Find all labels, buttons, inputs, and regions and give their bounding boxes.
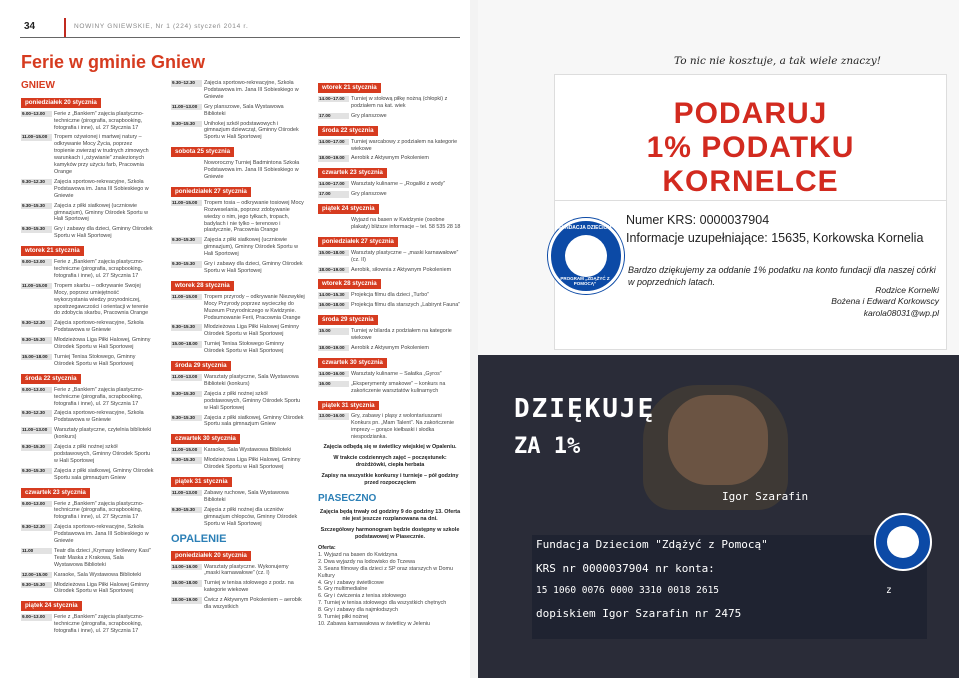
- ad-headline-line1: PODARUJ: [673, 97, 828, 130]
- event-description: Zajęcia z piłki siatkowej, Gminny Ośrodek Sportu sala gimnazjum Gniew: [54, 467, 154, 481]
- event-row: [171, 121, 305, 142]
- logo-emblem-icon: [887, 526, 919, 558]
- event-description: Zajęcia z piłki siatkowej (uczniowie gimnazjum), Gminny Ośrodek Sportu w Hali Sportowej: [54, 202, 149, 223]
- logo-top-text: FUNDACJA DZIECIOM: [558, 225, 612, 231]
- event-row: [171, 564, 305, 578]
- event-time: 16.00–18.00: [171, 580, 202, 587]
- photo-boy-face: [668, 395, 768, 485]
- event-row: [318, 381, 462, 395]
- event-row: [171, 261, 305, 275]
- event-time: 9.30–15.30: [21, 468, 52, 475]
- page-number: 34: [24, 21, 36, 32]
- event-time: 9.30–15.30: [21, 203, 52, 210]
- event-row: [171, 580, 305, 594]
- ad-headline-line2: 1% PODATKU: [646, 130, 855, 164]
- event-row: [21, 226, 154, 240]
- event-time: 9.30–15.30: [171, 237, 202, 244]
- foundation-name: Fundacja Dzieciom "Zdążyć z Pomocą": [536, 538, 768, 551]
- event-time: 9.30–12.30: [21, 524, 52, 531]
- event-time: 9.30–15.30: [21, 582, 52, 589]
- event-description: Projekcja filmu dla starszych „Labirynt Fauna”: [351, 302, 461, 309]
- section-piaseczno: [318, 493, 462, 628]
- event-row: [171, 324, 305, 338]
- event-description: Teatr dla dzieci „Krymasy królewny Kasi” Teatr Maska z Krakowa, Sala Wystawowa Biblioteki: [54, 547, 151, 568]
- event-row: [171, 294, 305, 322]
- event-row: [21, 111, 154, 132]
- event-description: Zajęcia z piłki siatkowej (uczniowie gimnazjum), Gminny Ośrodek Sportu w Hali Sportowej: [204, 237, 299, 258]
- event-time: 14.00–17.00: [318, 181, 349, 188]
- foundation-logo-small: [874, 513, 932, 571]
- event-row: [171, 507, 305, 528]
- percent-headline: ZA 1%: [514, 434, 581, 459]
- list-item: 1. Wyjazd na basen do Kwidzyna: [318, 551, 398, 558]
- ad-headline: [555, 97, 946, 199]
- event-time: 11.00–13.00: [171, 104, 202, 111]
- left-page: [0, 0, 470, 678]
- event-row: [318, 181, 462, 188]
- event-description: Gry planszowe: [351, 112, 387, 119]
- event-description: Warsztaty plastyczne. Wykonujemy „maski karnawałowe” (cz. I): [204, 563, 289, 577]
- note-location: Zajęcia odbędą się w świetlicy wiejskiej w Opaleniu.: [323, 444, 457, 451]
- signature-email[interactable]: karola08031@wp.pl: [863, 307, 939, 318]
- event-description: Turniej warcabowy z podziałem na kategorie wiekowe: [351, 138, 458, 152]
- column-opalenie-piaseczno: [318, 80, 462, 628]
- event-row: [21, 354, 154, 368]
- child-name: Igor Szarafin: [722, 490, 809, 503]
- event-row: [171, 160, 305, 181]
- event-time: 14.00–15.30: [318, 292, 349, 299]
- event-description: Turniej Tenisa Stołowego, Gminny Ośrodek Sportu w Hali Sportowej: [54, 353, 136, 367]
- event-description: Młodzieżowa Liga Piłki Halowej, Gminny Ośrodek Sportu w Hali Sportowej: [204, 457, 301, 471]
- event-time: 9.30–12.30: [21, 320, 52, 327]
- event-time: 9.00–13.00: [21, 501, 52, 508]
- event-row: [21, 134, 154, 175]
- list-item: 7. Turniej w tenisa stołowego dla wszystkich chętnych: [318, 600, 447, 607]
- section-heading-opalenie: OPALENIE: [171, 532, 227, 545]
- event-description: Warsztaty plastyczne, czytelnia biblioteki (konkurs): [54, 427, 152, 441]
- event-time: 9.30–15.30: [21, 226, 52, 233]
- event-description: Ferie z „Bankiem” zajęcia plastyczno-techniczne (pirografia, scrapbooking, fotografia i inne), ul. 27 Stycznia 17: [54, 259, 144, 279]
- event-description: Zajęcia z piłki nożnej dla uczniów gimnazjum chłopców, Gminny Ośrodek Sportu w Hali Sportowej: [204, 506, 298, 527]
- day-heading: poniedziałek 20 stycznia: [171, 551, 251, 561]
- list-item: 4. Gry i zabawy świetlicowe: [318, 579, 384, 586]
- thanks-headline: DZIĘKUJĘ: [514, 394, 656, 424]
- event-description: Gry, zabawy i pląsy z wolontariuszami Konkurs pn. „Mam Talent”. Na zakończenie imprezy – gorące kiełbaski i słodka niespodzianka.: [351, 413, 454, 441]
- event-time: 11.00–13.00: [171, 490, 202, 497]
- day-heading: piątek 24 stycznia: [318, 204, 379, 214]
- event-row: [318, 139, 462, 153]
- foundation-logo: [548, 218, 624, 294]
- list-item: 10. Zabawa karnawałowa w świetlicy w Jeleniu: [318, 621, 431, 628]
- event-time: 11.00–15.00: [21, 283, 52, 290]
- event-row: [318, 328, 462, 342]
- event-description: Zajęcia sportowo-rekreacyjne, Szkoła Podstawowa im. Jana III Sobieskiego w Gniewie: [54, 524, 149, 545]
- event-time: 9.00–13.00: [21, 111, 52, 118]
- event-description: Aerobik z Aktywnym Pokoleniem: [351, 344, 429, 351]
- event-row: [21, 614, 154, 635]
- event-time: 9.30–15.30: [171, 391, 202, 398]
- event-row: [21, 524, 154, 545]
- event-description: Gry planszowe, Sala Wystawowa Biblioteki: [204, 103, 284, 117]
- event-description: Zajęcia sportowo-rekreacyjne, Szkoła Podstawowa im. Jana III Sobieskiego w Gniewie: [204, 80, 299, 100]
- ad-headline-line3: KORNELCE: [662, 164, 839, 198]
- event-row: [318, 302, 462, 309]
- event-time: 15.00–18.00: [171, 341, 202, 348]
- day-heading: poniedziałek 20 stycznia: [21, 98, 101, 108]
- event-row: [21, 179, 154, 200]
- event-description: Warsztaty plastyczne, Sala Wystawowa Biblioteki (konkurs): [204, 374, 299, 387]
- day-heading: czwartek 30 stycznia: [318, 358, 387, 368]
- event-row: [318, 345, 462, 352]
- page-header: [20, 18, 460, 38]
- event-description: Warsztaty kulinarne – „Rogaliki z wody”: [351, 181, 446, 188]
- event-row: [318, 191, 462, 198]
- event-row: [21, 468, 154, 482]
- event-description: Karaoke, Sala Wystawowa Biblioteki: [204, 447, 292, 454]
- day-heading: środa 29 stycznia: [318, 315, 378, 325]
- event-description: Ferie z „Bankiem” zajęcia plastyczno-techniczne (pirografia, scrapbooking, fotografia i inne), ul. 27 Stycznia 17: [54, 386, 144, 407]
- day-heading: czwartek 23 stycznia: [21, 488, 90, 498]
- bank-account: 15 1060 0076 0000 3310 0018 2615: [536, 585, 720, 596]
- event-time: 9.00–13.00: [21, 614, 52, 621]
- event-row: [21, 410, 154, 424]
- event-description: Aerobik z Aktywnym Pokoleniem: [351, 155, 429, 162]
- event-time: 16.00–18.00: [318, 302, 349, 309]
- event-time: 18.00–19.00: [318, 267, 349, 274]
- event-time: 9.30–15.30: [21, 337, 52, 344]
- event-time: 15.00: [318, 328, 349, 335]
- event-time: 11.00–15.00: [171, 447, 202, 454]
- list-item: 3. Seans filmowy dla dzieci z SP oraz starszych w Domu Kultury: [318, 565, 454, 579]
- event-description: Zajęcia sportowo-rekreacyjne, Szkoła Podstawowa w Gniewie: [54, 410, 144, 424]
- list-item: 2. Dwa wyjazdy na lodowisko do Tczewa: [318, 558, 415, 565]
- event-description: Warsztaty kulinarne – Sałatka „Gyros”: [351, 370, 442, 377]
- event-row: [171, 80, 305, 101]
- event-time: 9.30–12.30: [21, 410, 52, 417]
- event-description: Tropem ożywionej i martwej natury – odkrywanie Mocy Życia, poprzez tropienie zwierząt w trudnych zimowych warunkach i „ożywianie” znalezionych kamyków przy użyciu farb, Pracownia Orange: [54, 134, 149, 175]
- event-time: 11.00–15.00: [171, 200, 202, 207]
- event-description: Młodzieżowa Liga Piłki Halowej Gminny Ośrodek Sportu w Hali Sportowej: [54, 581, 149, 595]
- event-time: 9.30–12.30: [21, 179, 52, 186]
- event-time: 9.30–15.30: [171, 121, 202, 128]
- photo-ad-panel: [478, 355, 959, 678]
- event-description: Ćwicz z Aktywnym Pokoleniem – aerobik dla wszystkich: [204, 597, 302, 611]
- main-title: Ferie w gminie Gniew: [21, 52, 206, 72]
- event-row: [171, 104, 305, 118]
- event-row: [171, 597, 305, 611]
- offer-list: [318, 545, 462, 628]
- event-description: Aerobik, siłownia z Aktywnym Pokoleniem: [351, 266, 452, 273]
- event-row: [21, 337, 154, 351]
- event-description: Zajęcia sportowo-rekreacyjne, Szkoła Podstawowa w Gniewie: [54, 320, 144, 334]
- signature-line1: Rodzice Kornelki: [875, 285, 939, 295]
- piaseczno-schedule-note: Szczegółowy harmonogram będzie dostępny w szkole podstawowej w Piasecznie.: [320, 527, 460, 541]
- day-heading: czwartek 30 stycznia: [171, 434, 240, 444]
- right-page: [478, 0, 959, 678]
- event-time: 14.00–17.00: [318, 139, 349, 146]
- event-row: [318, 292, 462, 299]
- day-heading: wtorek 21 stycznia: [21, 246, 84, 256]
- event-description: Unihokej szkół podstawowych i gimnazjum dziewcząt, Gminny Ośrodek Sportu w Hali Sportowej: [204, 120, 299, 141]
- header-divider: [64, 18, 66, 37]
- column-gniew-continued: [171, 80, 305, 614]
- event-description: Tropem tosia – odkrywanie tosiowej Mocy Rozweselania, poprzez zdobywanie wiedzy o nim, jego tyłkach, tropach, badylach i nie tylko – terenowo i plastycznie, Pracownia Orange: [204, 199, 304, 234]
- list-item: 6. Gry i ćwiczenia z tenisa stołowego: [318, 593, 407, 600]
- event-row: [171, 490, 305, 504]
- event-time: 11.00–13.00: [171, 374, 202, 381]
- event-row: [318, 267, 462, 274]
- event-description: Zajęcia z piłki nożnej szkół podstawowych, Gminny Ośrodek Sportu w Hali Sportowej: [54, 444, 151, 464]
- foundation-krs: KRS nr 0000037904 nr konta:: [536, 562, 715, 575]
- event-row: [21, 427, 154, 441]
- event-description: Gry i zabawy dla dzieci, Gminny Ośrodek Sportu w Hali Sportowej: [204, 261, 303, 274]
- piaseczno-hours: Zajęcia będą trwały od godziny 9 do godziny 13. Oferta nie jest jeszcze rozplanowana na dni.: [319, 509, 461, 523]
- event-time: 9.30–15.30: [171, 457, 202, 464]
- day-heading: wtorek 21 stycznia: [318, 83, 381, 93]
- event-description: Tropem skarbu – odkrywanie Swojej Mocy, poprzez umiejętność wykorzystania wiedzy przyrodniczej, spostrzegawczości i orientacji w terenie do zdobycia skarbu, Pracownia Orange: [54, 282, 149, 317]
- day-heading: piątek 24 stycznia: [21, 601, 82, 611]
- event-time: 9.30–15.30: [171, 261, 202, 268]
- day-heading: środa 22 stycznia: [21, 374, 81, 384]
- event-description: Projekcja filmu dla dzieci „Turbo”: [351, 292, 429, 299]
- event-description: Turniej Tenisa Stołowego Gminny Ośrodek Sportu w Hali Sportowej: [204, 341, 284, 355]
- logo-emblem-icon: [565, 235, 607, 277]
- event-time: 9.30–15.30: [21, 444, 52, 451]
- event-row: [318, 217, 462, 231]
- event-row: [21, 387, 154, 408]
- day-heading: piątek 31 stycznia: [171, 477, 232, 487]
- logo-bottom-text: PROGRAM „ZDĄŻYĆ Z POMOCĄ”: [560, 275, 610, 287]
- event-row: [318, 96, 462, 110]
- event-description: Ferie z „Bankiem” zajęcia plastyczno-techniczne (pirografia, scrapbooking, fotografia i inne), ul. 27 Stycznia 17: [54, 110, 144, 131]
- event-row: [171, 391, 305, 412]
- event-time: 9.00–13.00: [21, 387, 52, 394]
- event-time: 15.00–18.00: [21, 354, 52, 361]
- event-row: [318, 113, 462, 120]
- event-row: [21, 572, 154, 579]
- event-description: Ferie z „Bankiem” zajęcia plastyczno-techniczne (pirografia, scrapbooking, fotografia i inne), ul. 27 Stycznia 17: [54, 614, 144, 635]
- event-description: „Eksperymenty smakowe” – konkurs na zakończenie warsztatów kulinarnych: [351, 380, 446, 394]
- signature: [831, 285, 939, 319]
- event-description: Turniej w tenisa stołowego z podz. na kategorie wiekowe: [204, 580, 294, 594]
- event-description: Noworoczny Turniej Badmintona Szkoła Podstawowa im. Jana III Sobieskiego w Gniewie: [204, 160, 300, 180]
- event-time: 14.00–16.00: [318, 371, 349, 378]
- day-heading: poniedziałek 27 stycznia: [171, 187, 251, 197]
- event-description: Zabawy ruchowe, Sala Wystawowa Biblioteki: [204, 489, 289, 503]
- event-row: [171, 415, 305, 429]
- event-row: [171, 374, 305, 388]
- event-row: [21, 203, 154, 224]
- list-item: 5. Gry multimedialne: [318, 586, 368, 593]
- event-description: Turniej w bilarda z podziałem na kategorie wiekowe: [351, 328, 452, 342]
- event-row: [21, 548, 154, 569]
- event-row: [171, 457, 305, 471]
- event-description: Gry planszowe: [351, 191, 387, 198]
- event-description: Ferie z „Bankiem” zajęcia plastyczno-techniczne (pirografia, scrapbooking, fotografia i inne), ul. 27 Stycznia 17: [54, 500, 144, 521]
- event-time: 14.00–17.00: [318, 96, 349, 103]
- list-item: 9. Turniej piłki nożnej: [318, 614, 369, 621]
- thanks-text: Bardzo dziękujemy za oddanie 1% podatku na konto fundacji dla naszej córki w poprzednich latach.: [628, 265, 936, 287]
- event-description: Turniej w stołową piłkę nożną (chłopki) z podziałem na kat. wiek: [351, 95, 448, 109]
- section-heading-piaseczno: PIASECZNO: [318, 492, 377, 504]
- column-gniew: [21, 80, 154, 638]
- event-description: Karaoke, Sala Wystawowa Biblioteki: [54, 571, 142, 578]
- event-description: Tropem przyrody – odkrywanie Niezwykłej Mocy Przyrody poprzez wycieczkę do Muzeum Przyrodniczego w Kwidzynie. Podsumowanie Ferii, Pracownia Orange: [204, 293, 305, 321]
- event-description: Zajęcia sportowo-rekreacyjne, Szkoła Podstawowa im. Jana III Sobieskiego w Gniewie: [54, 178, 149, 199]
- additional-info: Informacje uzupełniające: 15635, Korkowska Kornelia: [626, 231, 924, 245]
- event-time: 18.00–19.00: [171, 597, 202, 604]
- event-time: 17.00: [318, 113, 349, 120]
- column-heading-gniew: GNIEW: [21, 80, 55, 91]
- event-description: Zajęcia z piłki nożnej szkół podstawowych, Gminny Ośrodek Sportu w Hali Sportowej: [204, 390, 301, 411]
- bank-account-suffix: z: [886, 585, 892, 596]
- event-row: [171, 341, 305, 355]
- day-heading: wtorek 28 stycznia: [171, 281, 234, 291]
- event-time: 11.00–13.00: [21, 427, 52, 434]
- event-row: [21, 501, 154, 522]
- day-heading: sobota 25 stycznia: [171, 147, 234, 157]
- header-info: NOWINY GNIEWSKIE, Nr 1 (224) styczeń 2014 r.: [74, 23, 249, 30]
- event-time: 17.00: [318, 191, 349, 198]
- signature-line2: Bożena i Edward Korkowscy: [831, 296, 939, 307]
- event-row: [171, 200, 305, 235]
- event-row: [21, 283, 154, 318]
- event-row: [21, 582, 154, 596]
- krs-number: Numer KRS: 0000037904: [626, 213, 770, 227]
- event-row: [171, 447, 305, 454]
- list-item: 8. Gry i zabawy dla najmłodszych: [318, 607, 398, 614]
- donation-note: dopiskiem Igor Szarafin nr 2475: [536, 607, 742, 620]
- day-heading: środa 22 stycznia: [318, 126, 378, 136]
- day-heading: środa 29 stycznia: [171, 361, 231, 371]
- offer-list-heading: Oferta:: [318, 545, 336, 552]
- event-description: Gry i zabawy dla dzieci, Gminny Ośrodek Sportu w Hali Sportowej: [54, 226, 153, 240]
- event-time: 18.00–19.00: [318, 345, 349, 352]
- event-time: 18.00–19.00: [318, 155, 349, 162]
- event-time: 9.30–12.30: [171, 80, 202, 87]
- event-row: [21, 444, 154, 465]
- event-description: Młodzieżowa Liga Piłki Halowej Gminny Ośrodek Sportu w Hali Sportowej: [204, 324, 299, 338]
- event-time: 9.30–15.30: [171, 507, 202, 514]
- event-time: 13.00–16.00: [318, 413, 349, 420]
- day-heading: wtorek 28 stycznia: [318, 279, 381, 289]
- event-time: 14.00–16.00: [171, 564, 202, 571]
- event-row: [21, 320, 154, 334]
- event-time: 12.00–15.00: [21, 572, 52, 579]
- event-time: 11.00–15.00: [21, 134, 52, 141]
- event-time: 9.30–15.30: [171, 415, 202, 422]
- event-row: [171, 237, 305, 258]
- event-description: Warsztaty plastyczne – „maski karnawałowe” (cz. II): [351, 249, 459, 263]
- event-time: 9.30–15.30: [171, 324, 202, 331]
- day-heading: poniedziałek 27 stycznia: [318, 237, 398, 247]
- note-refreshments: W trakcie codziennych zajęć – poczęstunek: drożdżówki, ciepła herbata: [333, 455, 447, 468]
- event-row: [318, 413, 462, 441]
- event-time: 11.00: [21, 548, 52, 555]
- event-row: [318, 250, 462, 264]
- event-description: Młodzieżowa Liga Piłki Halowej, Gminny Ośrodek Sportu w Hali Sportowej: [54, 337, 151, 351]
- event-row: [21, 259, 154, 280]
- event-time: 16.00: [318, 381, 349, 388]
- event-description: Wyjazd na basen w Kwidzynie (osobne plakaty) bliższe informacje – tel. 58 535 28 18: [351, 217, 461, 230]
- event-time: 9.00–13.00: [21, 259, 52, 266]
- event-time: 15.00–18.00: [318, 250, 349, 257]
- ad-slogan: To nic nie kosztuje, a tak wiele znaczy!: [674, 55, 881, 67]
- event-time: 11.00–15.00: [171, 294, 202, 301]
- event-row: [318, 371, 462, 378]
- note-registration: Zapisy na wszystkie konkursy i turnieje – pół godziny przed rozpoczęciem: [321, 472, 459, 486]
- event-description: Zajęcia z piłki siatkowej, Gminny Ośrodek Sportu sala gimnazjum Gniew: [204, 414, 304, 428]
- day-heading: piątek 31 stycznia: [318, 401, 379, 411]
- event-row: [318, 155, 462, 162]
- day-heading: czwartek 23 stycznia: [318, 168, 387, 178]
